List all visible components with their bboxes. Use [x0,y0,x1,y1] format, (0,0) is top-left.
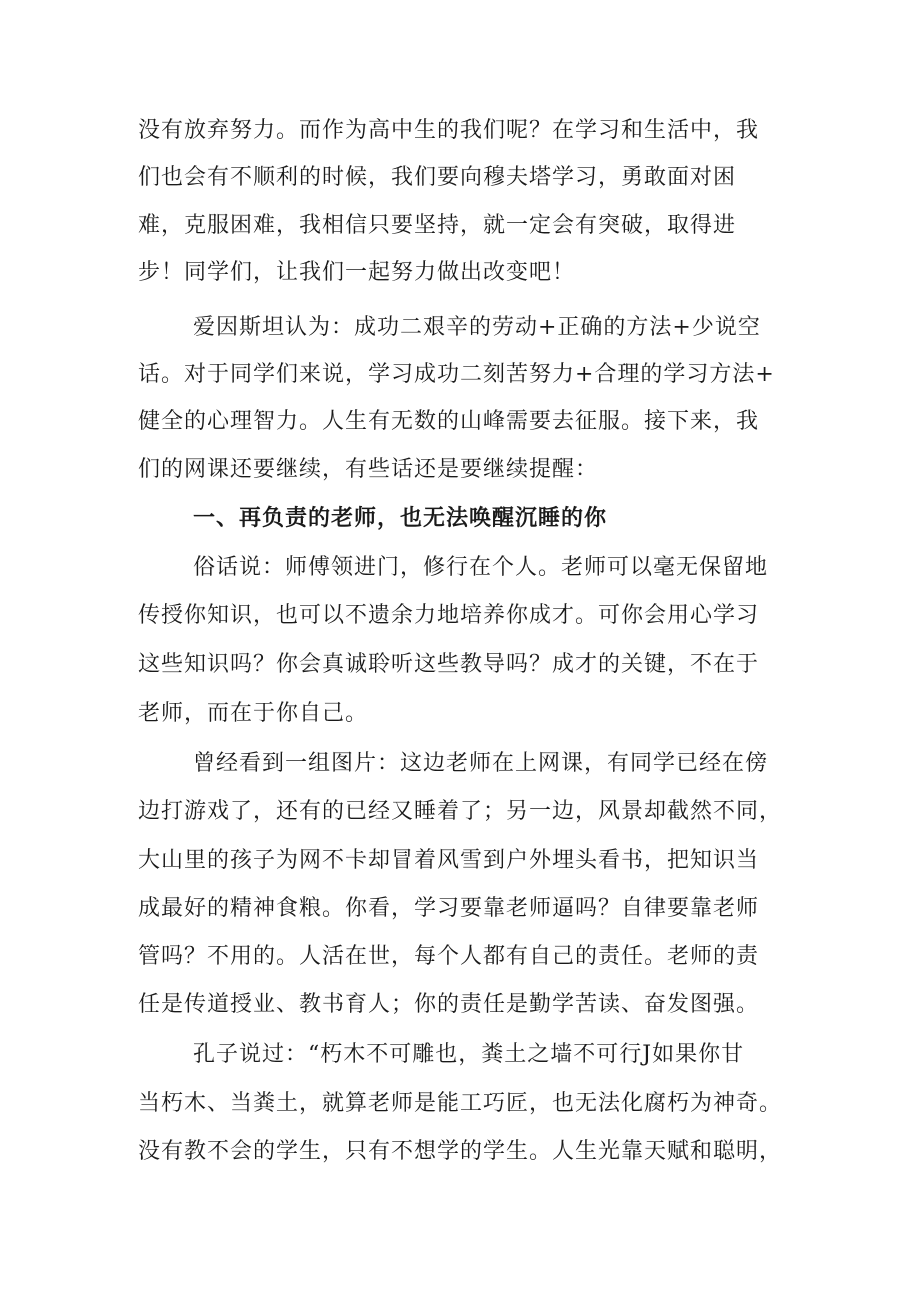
paragraph-line: 没有放弃努力。而作为高中生的我们呢？在学习和生活中，我 [138,118,760,143]
paragraph-line: 没有教不会的学生，只有不想学的学生。人生光靠天赋和聪明， [138,1139,783,1164]
paragraph-line: 孔子说过：“朽木不可雕也，粪土之墙不可行J如果你甘 [193,1042,745,1067]
paragraph-line: 成最好的精神食粮。你看，学习要靠老师逼吗？自律要靠老师 [138,896,760,921]
paragraph-line: 传授你知识，也可以不遗余力地培养你成才。可你会用心学习 [138,603,760,628]
paragraph-line: 俗话说：师傅领进门，修行在个人。老师可以毫无保留地 [193,555,769,580]
paragraph-line: 们也会有不顺利的时候，我们要向穆夫塔学习，勇敢面对困 [138,165,737,190]
paragraph-line: 边打游戏了，还有的已经又睡着了；另一边，风景却截然不同， [138,799,783,824]
paragraph-line: 老师，而在于你自己。 [138,701,369,726]
paragraph-line: 们的网课还要继续，有些话还是要继续提醒： [138,457,599,482]
paragraph-line: 步！同学们，让我们一起努力做出改变吧！ [138,260,576,285]
section-heading: 一、再负责的老师，也无法唤醒沉睡的你 [193,506,608,531]
paragraph-line: 任是传道授业、教书育人；你的责任是勤学苦读、奋发图强。 [138,992,760,1017]
paragraph-line: 话。对于同学们来说，学习成功二刻苦努力+合理的学习方法+ [138,362,775,387]
paragraph-line: 爱因斯坦认为：成功二艰辛的劳动+正确的方法+少说空 [193,315,761,340]
paragraph-line: 难，克服困难，我相信只要坚持，就一定会有突破，取得进 [138,213,737,238]
paragraph-line: 健全的心理智力。人生有无数的山峰需要去征服。接下来，我 [138,409,760,434]
paragraph-line: 曾经看到一组图片：这边老师在上网课，有同学已经在傍 [193,751,769,776]
paragraph-line: 这些知识吗？你会真诚聆听这些教导吗？成才的关键，不在于 [138,652,760,677]
paragraph-line: 大山里的孩子为网不卡却冒着风雪到户外埋头看书，把知识当 [138,848,760,873]
paragraph-line: 当朽木、当粪土，就算老师是能工巧匠，也无法化腐朽为神奇。 [138,1091,783,1116]
paragraph-line: 管吗？不用的。人活在世，每个人都有自己的责任。老师的责 [138,944,760,969]
